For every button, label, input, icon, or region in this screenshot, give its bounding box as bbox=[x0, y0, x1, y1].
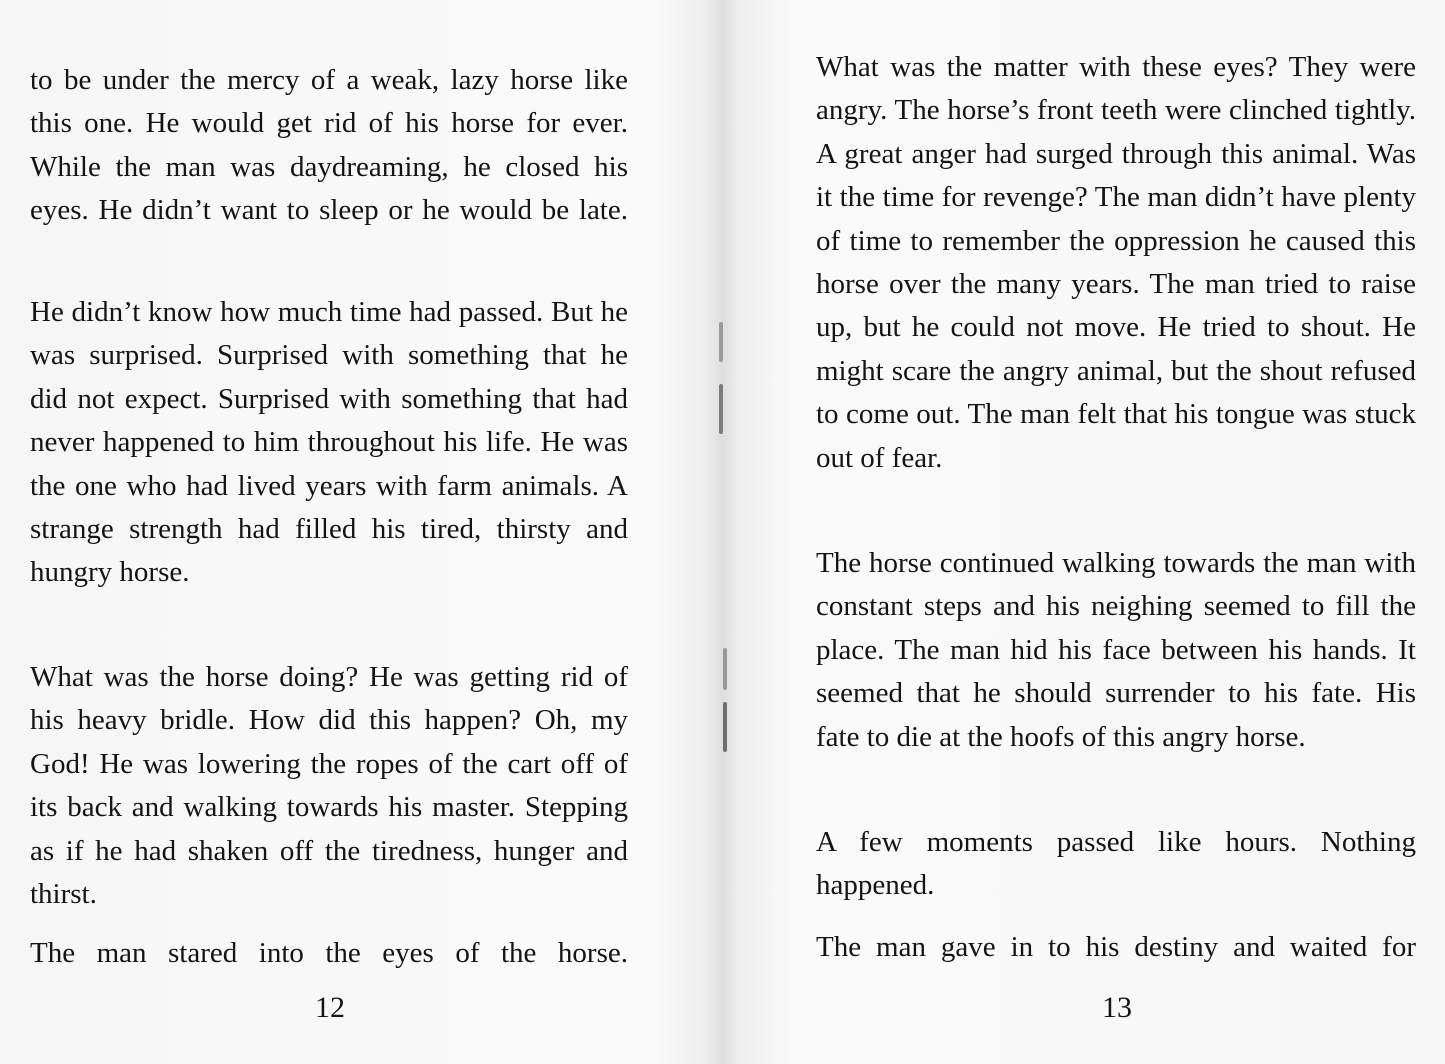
paragraph: The man gave in to his destiny and waited for bbox=[816, 931, 1416, 963]
paragraph: A few moments passed like hours. Nothing happened. bbox=[816, 826, 1416, 902]
right-page bbox=[722, 0, 1445, 1064]
paragraph: The man stared into the eyes of the horse. bbox=[30, 937, 628, 969]
paragraph: The horse continued walking towards the man with constant steps and his neighing seemed to fill the place. The man hid his face between his hands. It seemed that he should surrender to his fate. His fate to die at the hoofs of this angry horse. bbox=[816, 547, 1416, 753]
paragraph: What was the horse doing? He was getting rid of his heavy bridle. How did this happen? Oh, my God! He was lowering the ropes of the cart off of its back and walking towards his master. Stepping as if he had shaken off the tiredness, hunger and thirst. bbox=[30, 661, 628, 911]
paragraph: What was the matter with these eyes? They were angry. The horse’s front teeth were clinched tightly. A great anger had surged through this animal. Was it the time for revenge? The man didn’t have plenty of time to remember the oppression he caused this horse over the many years. The man tried to raise up, but he could not move. He tried to shout. He might scare the angry animal, but the shout refused to come out. The man felt that his tongue was stuck out of fear. bbox=[816, 51, 1416, 474]
page-number: 13 bbox=[1102, 991, 1132, 1024]
page-number: 12 bbox=[315, 991, 345, 1024]
paragraph: He didn’t know how much time had passed. But he was surprised. Surprised with something that he did not expect. Surprised with something that had never happened to him throughout his life. He was the one who had lived years with farm animals. A strange strength had filled his tired, thirsty and hungry horse. bbox=[30, 296, 628, 589]
left-page bbox=[0, 0, 722, 1064]
paragraph: to be under the mercy of a weak, lazy horse like this one. He would get rid of his horse for ever. While the man was daydreaming, he closed his eyes. He didn’t want to sleep or he would be late. bbox=[30, 64, 628, 227]
